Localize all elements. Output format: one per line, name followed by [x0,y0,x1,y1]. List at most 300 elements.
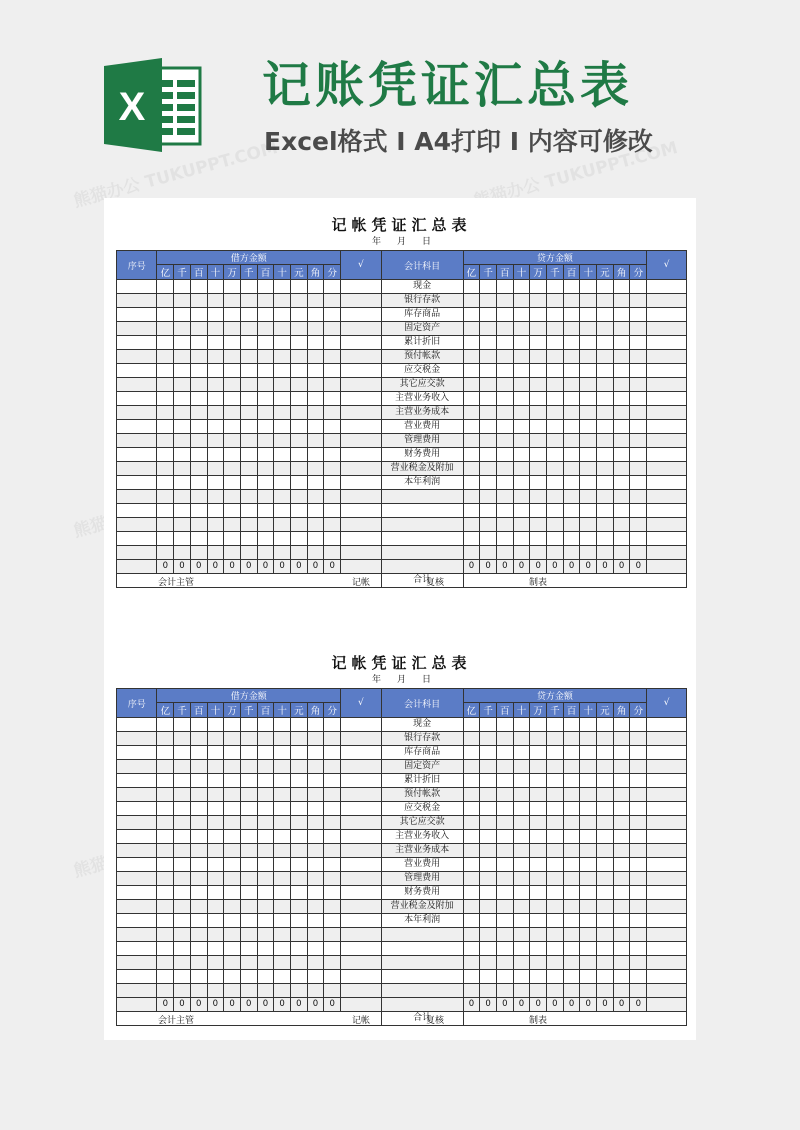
amount-cell[interactable] [207,774,224,788]
amount-cell[interactable] [324,830,341,844]
amount-cell[interactable] [257,364,274,378]
account-cell[interactable]: 其它应交款 [381,816,463,830]
amount-cell[interactable] [597,886,614,900]
amount-cell[interactable] [240,406,257,420]
amount-cell[interactable] [240,746,257,760]
amount-cell[interactable] [207,322,224,336]
amount-cell[interactable] [463,406,480,420]
amount-cell[interactable] [307,420,324,434]
amount-cell[interactable] [224,900,241,914]
amount-cell[interactable] [563,844,580,858]
amount-cell[interactable] [190,350,207,364]
account-cell[interactable]: 管理费用 [381,434,463,448]
amount-cell[interactable] [513,788,530,802]
check-cell[interactable] [341,732,381,746]
amount-cell[interactable] [257,434,274,448]
account-cell[interactable]: 库存商品 [381,308,463,322]
amount-cell[interactable] [630,518,647,532]
amount-cell[interactable] [580,872,597,886]
amount-cell[interactable] [224,984,241,998]
seq-cell[interactable] [117,532,157,546]
amount-cell[interactable] [224,420,241,434]
account-cell[interactable] [381,490,463,504]
amount-cell[interactable] [224,858,241,872]
amount-cell[interactable] [174,490,191,504]
amount-cell[interactable] [597,788,614,802]
amount-cell[interactable] [290,350,307,364]
amount-cell[interactable] [513,900,530,914]
amount-cell[interactable] [157,844,174,858]
amount-cell[interactable] [224,816,241,830]
amount-cell[interactable] [157,970,174,984]
amount-cell[interactable] [290,308,307,322]
amount-cell[interactable] [240,434,257,448]
amount-cell[interactable] [257,928,274,942]
amount-cell[interactable] [580,760,597,774]
amount-cell[interactable] [563,364,580,378]
amount-cell[interactable] [274,928,291,942]
amount-cell[interactable] [224,844,241,858]
check-cell[interactable] [647,970,687,984]
amount-cell[interactable] [630,858,647,872]
amount-cell[interactable] [207,928,224,942]
amount-cell[interactable] [463,844,480,858]
amount-cell[interactable] [513,816,530,830]
amount-cell[interactable] [597,830,614,844]
amount-cell[interactable] [496,872,513,886]
amount-cell[interactable] [530,336,547,350]
amount-cell[interactable] [530,774,547,788]
amount-cell[interactable] [157,718,174,732]
amount-cell[interactable] [174,942,191,956]
total-amount-cell[interactable]: 0 [563,998,580,1012]
amount-cell[interactable] [174,364,191,378]
amount-cell[interactable] [630,476,647,490]
check-cell[interactable] [341,760,381,774]
amount-cell[interactable] [307,788,324,802]
amount-cell[interactable] [174,308,191,322]
amount-cell[interactable] [324,322,341,336]
amount-cell[interactable] [207,476,224,490]
amount-cell[interactable] [190,546,207,560]
amount-cell[interactable] [240,900,257,914]
amount-cell[interactable] [630,942,647,956]
amount-cell[interactable] [307,886,324,900]
amount-cell[interactable] [290,476,307,490]
amount-cell[interactable] [513,970,530,984]
amount-cell[interactable] [580,984,597,998]
amount-cell[interactable] [157,732,174,746]
amount-cell[interactable] [257,336,274,350]
amount-cell[interactable] [290,746,307,760]
amount-cell[interactable] [530,746,547,760]
amount-cell[interactable] [496,816,513,830]
account-cell[interactable]: 固定资产 [381,760,463,774]
check-cell[interactable] [647,392,687,406]
amount-cell[interactable] [324,546,341,560]
amount-cell[interactable] [630,900,647,914]
amount-cell[interactable] [240,956,257,970]
total-amount-cell[interactable]: 0 [630,998,647,1012]
amount-cell[interactable] [307,532,324,546]
amount-cell[interactable] [630,746,647,760]
amount-cell[interactable] [513,532,530,546]
amount-cell[interactable] [547,886,564,900]
amount-cell[interactable] [157,830,174,844]
amount-cell[interactable] [613,858,630,872]
check-cell[interactable] [647,518,687,532]
total-amount-cell[interactable]: 0 [547,560,564,574]
amount-cell[interactable] [597,802,614,816]
amount-cell[interactable] [547,462,564,476]
amount-cell[interactable] [257,816,274,830]
amount-cell[interactable] [290,816,307,830]
amount-cell[interactable] [324,816,341,830]
check-cell[interactable] [341,308,381,322]
check-cell[interactable] [647,420,687,434]
check-cell[interactable] [647,900,687,914]
amount-cell[interactable] [240,350,257,364]
amount-cell[interactable] [257,746,274,760]
amount-cell[interactable] [190,336,207,350]
amount-cell[interactable] [580,774,597,788]
amount-cell[interactable] [463,788,480,802]
amount-cell[interactable] [580,476,597,490]
amount-cell[interactable] [480,774,497,788]
amount-cell[interactable] [563,788,580,802]
amount-cell[interactable] [496,308,513,322]
total-amount-cell[interactable]: 0 [174,560,191,574]
amount-cell[interactable] [274,746,291,760]
amount-cell[interactable] [190,942,207,956]
account-cell[interactable] [381,546,463,560]
amount-cell[interactable] [563,532,580,546]
total-amount-cell[interactable]: 0 [597,998,614,1012]
amount-cell[interactable] [563,718,580,732]
amount-cell[interactable] [563,914,580,928]
amount-cell[interactable] [463,774,480,788]
amount-cell[interactable] [240,322,257,336]
amount-cell[interactable] [290,364,307,378]
account-cell[interactable]: 累计折旧 [381,336,463,350]
amount-cell[interactable] [630,886,647,900]
amount-cell[interactable] [240,490,257,504]
seq-cell[interactable] [117,392,157,406]
amount-cell[interactable] [563,886,580,900]
total-amount-cell[interactable]: 0 [307,998,324,1012]
amount-cell[interactable] [257,970,274,984]
amount-cell[interactable] [307,858,324,872]
amount-cell[interactable] [480,858,497,872]
total-amount-cell[interactable]: 0 [224,998,241,1012]
amount-cell[interactable] [563,490,580,504]
amount-cell[interactable] [613,406,630,420]
amount-cell[interactable] [580,350,597,364]
amount-cell[interactable] [224,760,241,774]
amount-cell[interactable] [513,392,530,406]
amount-cell[interactable] [190,406,207,420]
amount-cell[interactable] [190,392,207,406]
amount-cell[interactable] [190,504,207,518]
amount-cell[interactable] [157,518,174,532]
amount-cell[interactable] [157,928,174,942]
amount-cell[interactable] [613,760,630,774]
check-cell[interactable] [341,392,381,406]
amount-cell[interactable] [613,732,630,746]
amount-cell[interactable] [463,858,480,872]
amount-cell[interactable] [324,984,341,998]
seq-cell[interactable] [117,420,157,434]
amount-cell[interactable] [290,518,307,532]
total-amount-cell[interactable]: 0 [630,560,647,574]
amount-cell[interactable] [597,294,614,308]
amount-cell[interactable] [157,322,174,336]
amount-cell[interactable] [224,364,241,378]
amount-cell[interactable] [207,490,224,504]
amount-cell[interactable] [190,802,207,816]
amount-cell[interactable] [307,546,324,560]
amount-cell[interactable] [480,956,497,970]
amount-cell[interactable] [274,718,291,732]
amount-cell[interactable] [463,886,480,900]
amount-cell[interactable] [157,392,174,406]
amount-cell[interactable] [630,406,647,420]
seq-cell[interactable] [117,802,157,816]
amount-cell[interactable] [307,392,324,406]
amount-cell[interactable] [274,830,291,844]
amount-cell[interactable] [613,378,630,392]
amount-cell[interactable] [613,392,630,406]
amount-cell[interactable] [630,280,647,294]
amount-cell[interactable] [613,308,630,322]
amount-cell[interactable] [630,532,647,546]
amount-cell[interactable] [480,732,497,746]
check-cell[interactable] [647,732,687,746]
amount-cell[interactable] [597,532,614,546]
amount-cell[interactable] [157,448,174,462]
check-cell[interactable] [341,844,381,858]
amount-cell[interactable] [580,378,597,392]
amount-cell[interactable] [513,490,530,504]
amount-cell[interactable] [307,518,324,532]
amount-cell[interactable] [547,434,564,448]
amount-cell[interactable] [597,718,614,732]
amount-cell[interactable] [290,336,307,350]
amount-cell[interactable] [530,476,547,490]
amount-cell[interactable] [496,364,513,378]
check-cell[interactable] [341,560,381,574]
amount-cell[interactable] [496,294,513,308]
check-cell[interactable] [341,532,381,546]
amount-cell[interactable] [547,900,564,914]
total-amount-cell[interactable]: 0 [480,998,497,1012]
amount-cell[interactable] [290,942,307,956]
amount-cell[interactable] [207,448,224,462]
amount-cell[interactable] [290,858,307,872]
amount-cell[interactable] [530,872,547,886]
amount-cell[interactable] [324,886,341,900]
amount-cell[interactable] [597,476,614,490]
account-cell[interactable]: 预付帐款 [381,350,463,364]
amount-cell[interactable] [547,476,564,490]
amount-cell[interactable] [597,928,614,942]
amount-cell[interactable] [547,532,564,546]
amount-cell[interactable] [463,718,480,732]
amount-cell[interactable] [307,462,324,476]
amount-cell[interactable] [513,308,530,322]
amount-cell[interactable] [257,294,274,308]
amount-cell[interactable] [630,984,647,998]
amount-cell[interactable] [274,886,291,900]
amount-cell[interactable] [530,956,547,970]
amount-cell[interactable] [240,448,257,462]
amount-cell[interactable] [190,490,207,504]
amount-cell[interactable] [613,546,630,560]
amount-cell[interactable] [257,774,274,788]
amount-cell[interactable] [480,434,497,448]
amount-cell[interactable] [613,448,630,462]
amount-cell[interactable] [207,816,224,830]
amount-cell[interactable] [324,280,341,294]
amount-cell[interactable] [324,914,341,928]
amount-cell[interactable] [580,942,597,956]
amount-cell[interactable] [274,434,291,448]
account-cell[interactable]: 累计折旧 [381,774,463,788]
amount-cell[interactable] [563,518,580,532]
amount-cell[interactable] [324,760,341,774]
seq-cell[interactable] [117,462,157,476]
check-cell[interactable] [341,518,381,532]
amount-cell[interactable] [307,774,324,788]
amount-cell[interactable] [630,718,647,732]
check-cell[interactable] [647,336,687,350]
check-cell[interactable] [341,788,381,802]
amount-cell[interactable] [290,420,307,434]
amount-cell[interactable] [274,420,291,434]
amount-cell[interactable] [480,504,497,518]
amount-cell[interactable] [240,364,257,378]
amount-cell[interactable] [324,746,341,760]
amount-cell[interactable] [496,322,513,336]
amount-cell[interactable] [307,746,324,760]
amount-cell[interactable] [547,914,564,928]
amount-cell[interactable] [563,434,580,448]
amount-cell[interactable] [547,718,564,732]
amount-cell[interactable] [190,914,207,928]
amount-cell[interactable] [174,746,191,760]
amount-cell[interactable] [157,336,174,350]
seq-cell[interactable] [117,760,157,774]
amount-cell[interactable] [496,830,513,844]
amount-cell[interactable] [630,774,647,788]
amount-cell[interactable] [324,774,341,788]
check-cell[interactable] [647,448,687,462]
amount-cell[interactable] [257,378,274,392]
amount-cell[interactable] [463,872,480,886]
amount-cell[interactable] [563,830,580,844]
amount-cell[interactable] [597,308,614,322]
amount-cell[interactable] [513,378,530,392]
amount-cell[interactable] [530,830,547,844]
amount-cell[interactable] [630,434,647,448]
amount-cell[interactable] [463,732,480,746]
seq-cell[interactable] [117,322,157,336]
seq-cell[interactable] [117,942,157,956]
amount-cell[interactable] [224,336,241,350]
amount-cell[interactable] [563,392,580,406]
amount-cell[interactable] [480,350,497,364]
seq-cell[interactable] [117,350,157,364]
amount-cell[interactable] [480,294,497,308]
amount-cell[interactable] [496,956,513,970]
amount-cell[interactable] [274,546,291,560]
amount-cell[interactable] [463,420,480,434]
amount-cell[interactable] [530,518,547,532]
amount-cell[interactable] [257,802,274,816]
amount-cell[interactable] [480,900,497,914]
seq-cell[interactable] [117,830,157,844]
amount-cell[interactable] [563,928,580,942]
amount-cell[interactable] [513,830,530,844]
amount-cell[interactable] [480,532,497,546]
amount-cell[interactable] [174,448,191,462]
amount-cell[interactable] [530,900,547,914]
amount-cell[interactable] [630,448,647,462]
amount-cell[interactable] [240,504,257,518]
amount-cell[interactable] [496,774,513,788]
amount-cell[interactable] [530,280,547,294]
amount-cell[interactable] [463,956,480,970]
seq-cell[interactable] [117,448,157,462]
amount-cell[interactable] [613,830,630,844]
amount-cell[interactable] [207,788,224,802]
amount-cell[interactable] [290,280,307,294]
amount-cell[interactable] [547,420,564,434]
check-cell[interactable] [341,280,381,294]
amount-cell[interactable] [224,732,241,746]
amount-cell[interactable] [547,802,564,816]
amount-cell[interactable] [257,886,274,900]
amount-cell[interactable] [630,308,647,322]
amount-cell[interactable] [547,830,564,844]
seq-cell[interactable] [117,844,157,858]
amount-cell[interactable] [257,392,274,406]
amount-cell[interactable] [463,392,480,406]
amount-cell[interactable] [307,336,324,350]
check-cell[interactable] [341,970,381,984]
amount-cell[interactable] [613,928,630,942]
amount-cell[interactable] [174,984,191,998]
amount-cell[interactable] [290,956,307,970]
amount-cell[interactable] [463,816,480,830]
amount-cell[interactable] [240,872,257,886]
amount-cell[interactable] [630,392,647,406]
amount-cell[interactable] [513,956,530,970]
amount-cell[interactable] [480,476,497,490]
amount-cell[interactable] [224,476,241,490]
amount-cell[interactable] [496,858,513,872]
amount-cell[interactable] [257,280,274,294]
check-cell[interactable] [647,406,687,420]
amount-cell[interactable] [513,336,530,350]
account-cell[interactable]: 库存商品 [381,746,463,760]
amount-cell[interactable] [463,914,480,928]
account-cell[interactable]: 本年利润 [381,914,463,928]
account-cell[interactable]: 现金 [381,280,463,294]
amount-cell[interactable] [290,322,307,336]
amount-cell[interactable] [547,788,564,802]
amount-cell[interactable] [580,420,597,434]
